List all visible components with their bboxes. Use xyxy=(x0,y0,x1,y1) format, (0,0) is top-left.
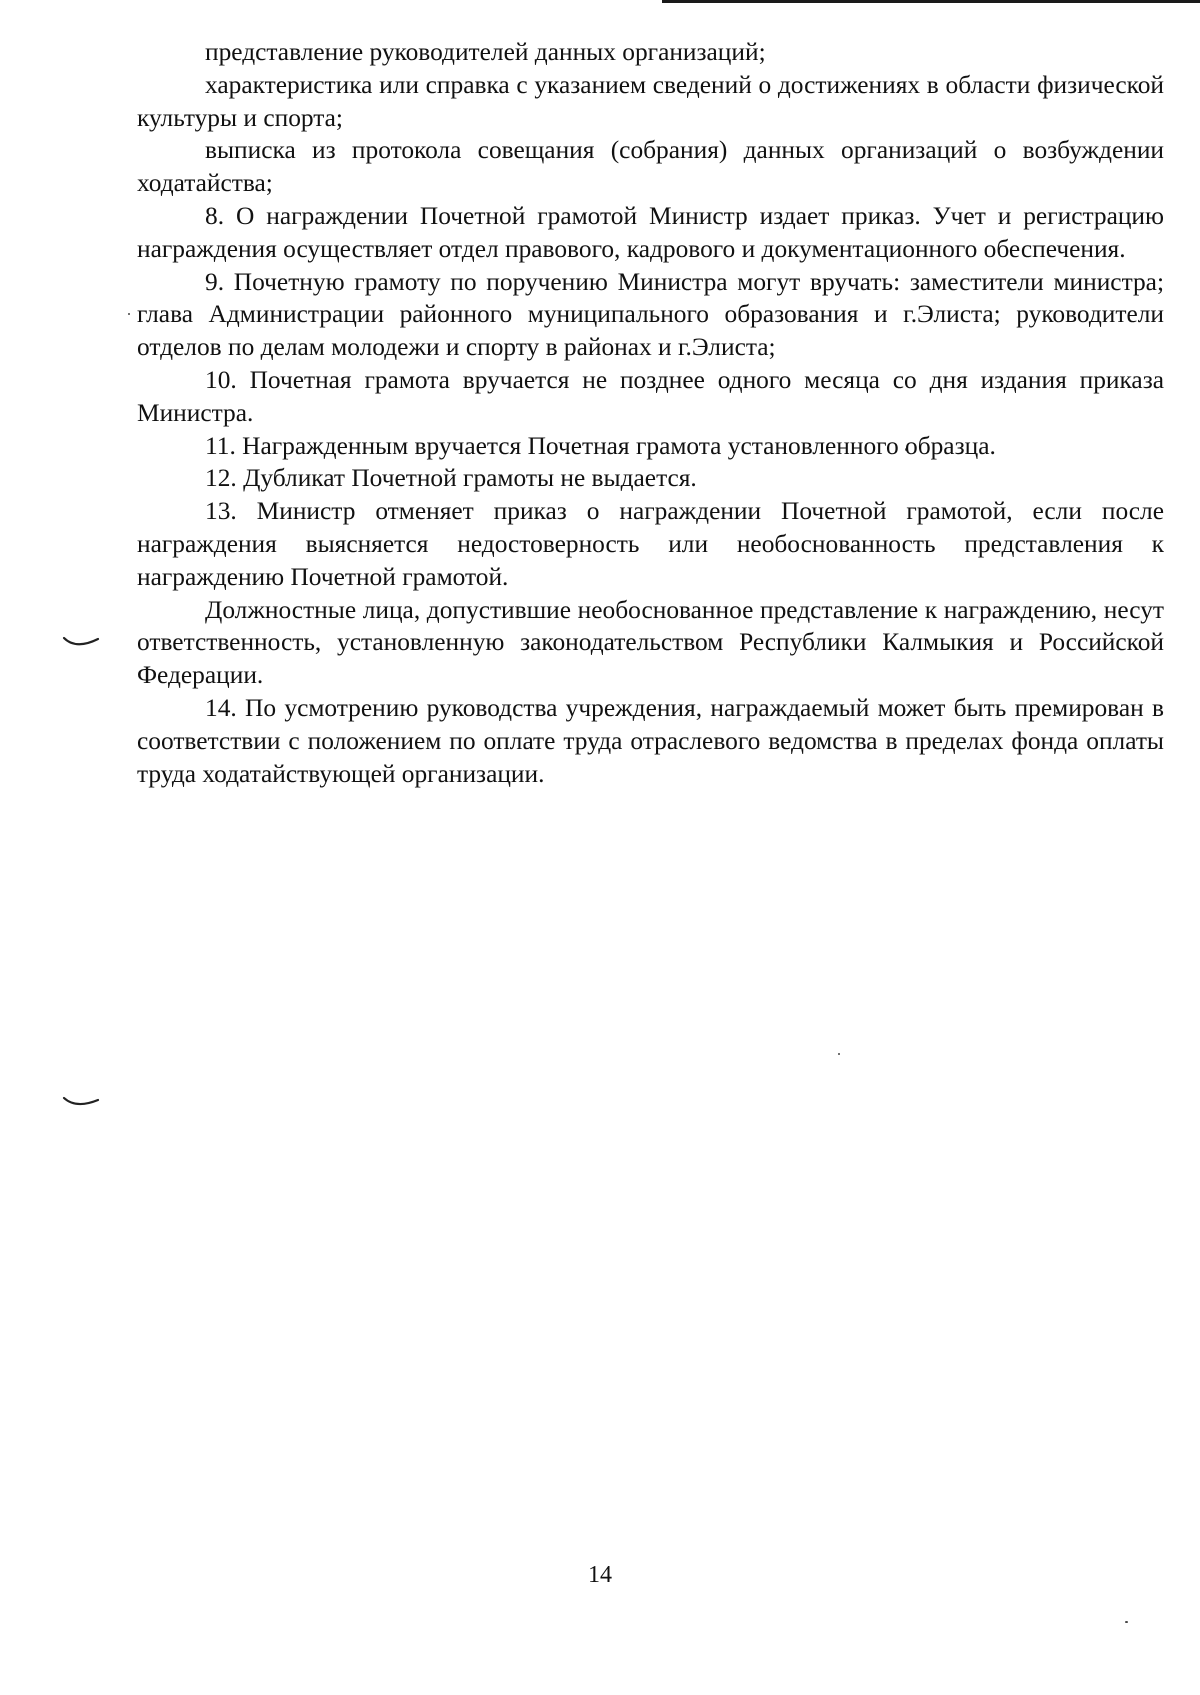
scan-speck xyxy=(838,1053,840,1055)
body-paragraph: выписка из протокола совещания (собрания) данных организаций о возбуждении ходатайства; xyxy=(137,136,1164,198)
scan-speck xyxy=(128,313,130,315)
clause-9: 9. Почетную грамоту по поручению Министра могут вручать: заместители министра; глава Администрации районного муниципального образования и г.Элиста; руководители отделов по делам молодежи и спорту в районах и г.Элиста; xyxy=(137,267,1164,362)
scan-speck xyxy=(1125,1621,1128,1623)
binder-hole-mark xyxy=(62,634,102,654)
clause-8: 8. О награждении Почетной грамотой Министр издает приказ. Учет и регистрацию награждения осуществляет отдел правового, кадрового и документационного обеспечения. xyxy=(137,201,1164,263)
clause-12: 12. Дубликат Почетной грамоты не выдается. xyxy=(205,464,697,493)
page-number: 14 xyxy=(588,1562,612,1588)
clause-11: 11. Награжденным вручается Почетная грамота установленного образца. xyxy=(205,431,996,460)
clause-10: 10. Почетная грамота вручается не позднее одного месяца со дня издания приказа Министра. xyxy=(137,365,1164,427)
body-paragraph: характеристика или справка с указанием сведений о достижениях в области физической культуры и спорта; xyxy=(137,70,1164,132)
top-border-rule xyxy=(662,0,1200,3)
clause-14: 14. По усмотрению руководства учреждения, награждаемый может быть премирован в соответствии с положением по оплате труда отраслевого ведомства в пределах фонда оплаты труда ходатайствующей организации. xyxy=(137,693,1164,788)
binder-hole-mark xyxy=(62,1094,102,1114)
document-body xyxy=(137,36,1164,790)
clause-13: 13. Министр отменяет приказ о награждении Почетной грамотой, если после награждения выясняется недостоверность или необоснованность представления к награждению Почетной грамотой. xyxy=(137,497,1164,591)
body-paragraph: представление руководителей данных организаций; xyxy=(205,38,766,66)
clause-13-note: Должностные лица, допустившие необоснованное представление к награждению, несут ответственность, установленную законодательством Республики Калмыкия и Российской Федерации. xyxy=(137,595,1164,690)
